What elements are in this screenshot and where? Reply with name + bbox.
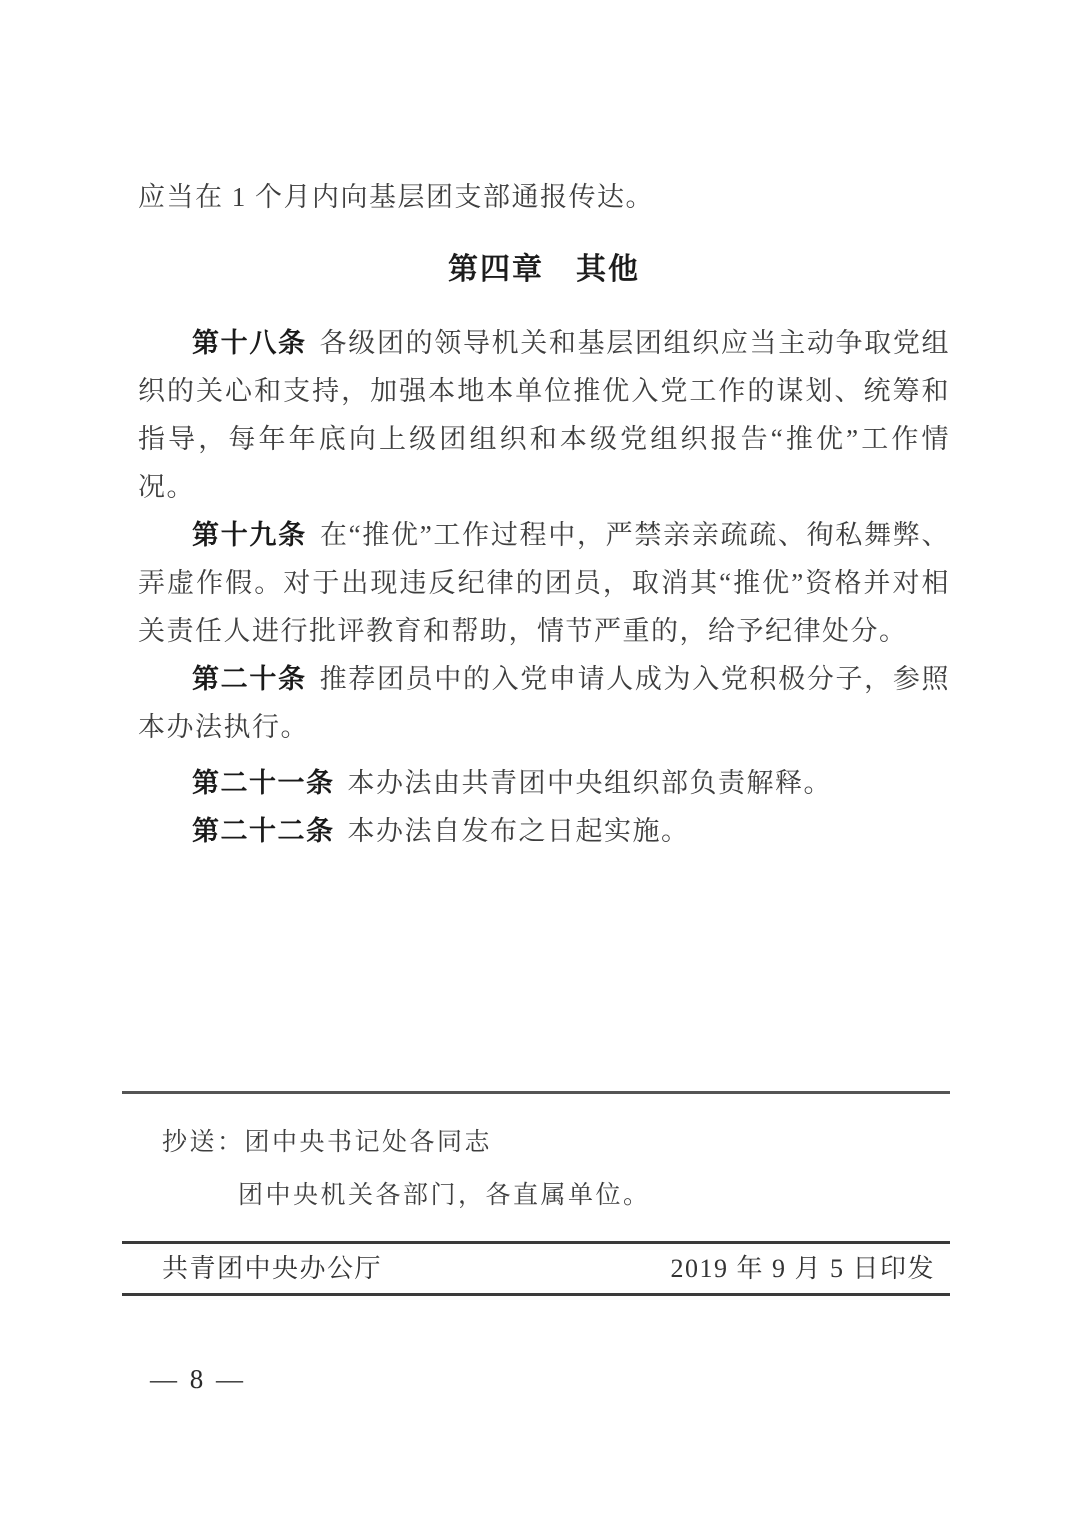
article-19-text: 在“推优”工作过程中，严禁亲亲疏疏、徇私舞弊、弄虚作假。对于出现违反纪律的团员，取消其“推优”资格并对相关责任人进行批评教育和帮助，情节严重的，给予纪律处分。: [138, 520, 951, 646]
article-22: [138, 807, 950, 855]
separator-line-bottom: [122, 1293, 950, 1296]
articles-section: [138, 319, 950, 855]
article-21: [138, 759, 950, 807]
copy-to-recipient-1: 团中央书记处各同志: [244, 1129, 493, 1156]
article-20: [138, 655, 950, 751]
article-22-label: 第二十二条: [192, 816, 335, 846]
print-date: 2019 年 9 月 5 日印发: [670, 1254, 935, 1283]
issuing-office: 共青团中央办公厅: [162, 1254, 383, 1283]
article-18: [138, 319, 950, 511]
chapter-heading: 第四章 其他: [448, 253, 640, 286]
article-20-label: 第二十条: [192, 664, 307, 694]
article-18-label: 第十八条: [192, 328, 307, 358]
document-body: [138, 173, 950, 855]
separator-line-middle: [122, 1241, 950, 1244]
article-22-text: 本办法自发布之日起实施。: [347, 816, 690, 846]
copy-to-label: 抄送：: [162, 1129, 245, 1156]
article-20-text: 推荐团员中的入党申请人成为入党积极分子，参照本办法执行。: [138, 664, 950, 742]
article-21-label: 第二十一条: [192, 768, 335, 798]
article-18-text: 各级团的领导机关和基层团组织应当主动争取党组织的关心和支持，加强本地本单位推优入党工作的谋划、统筹和指导，每年年底向上级团组织和本级党组织报告“推优”工作情况。: [138, 328, 950, 502]
article-21-text: 本办法由共青团中央组织部负责解释。: [347, 768, 832, 798]
copy-to-line-2: 团中央机关各部门，各直属单位。: [238, 1182, 651, 1209]
article-19-label: 第十九条: [192, 520, 307, 550]
issuer-row: [162, 1252, 935, 1286]
separator-line-top: [122, 1091, 950, 1094]
page-number: — 8 —: [150, 1364, 246, 1394]
copy-to-line-1: [162, 1126, 862, 1160]
copy-to-block: [162, 1126, 862, 1213]
paragraph-continuation: 应当在 1 个月内向基层团支部通报传达。: [138, 182, 654, 212]
article-19: [138, 511, 950, 655]
